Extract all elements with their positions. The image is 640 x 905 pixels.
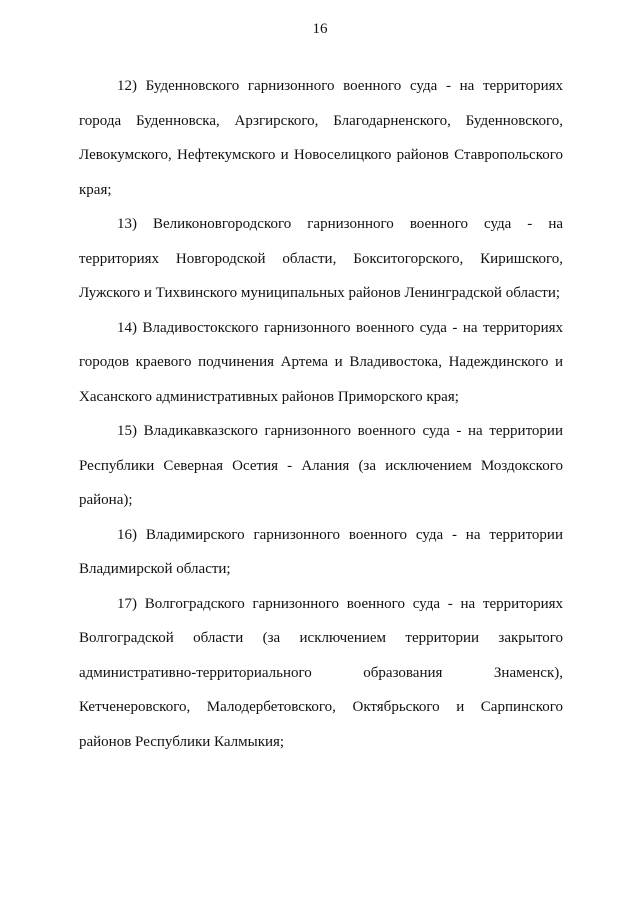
page-number: 16 bbox=[312, 21, 328, 37]
paragraph-item-12: 12) Буденновского гарнизонного военного суда - на территориях города Буденновска, Арзгирского, Благодарненского, Буденновского, Левокумского, Нефтекумского и Новоселицкого районов Ставропольского края; bbox=[79, 78, 563, 198]
document-body bbox=[79, 69, 563, 759]
paragraph-item-15: 15) Владикавказского гарнизонного военного суда - на территории Республики Северная Осетия - Алания (за исключением Моздокского района); bbox=[79, 423, 563, 508]
paragraph-item-16: 16) Владимирского гарнизонного военного суда - на территории Владимирской области; bbox=[79, 526, 563, 577]
paragraph-item-17: 17) Волгоградского гарнизонного военного суда - на территориях Волгоградской области (за исключением территории закрытого административно-территориального образования Знаменск), Кетченеровского, Малодербетовского, Октябрьского и Сарпинского районов Республики Калмыкия; bbox=[79, 595, 563, 750]
paragraph-item-13: 13) Великоновгородского гарнизонного военного суда - на территориях Новгородской области, Бокситогорского, Киришского, Лужского и Тихвинского муниципальных районов Ленинградской области; bbox=[79, 216, 563, 301]
paragraph-item-14: 14) Владивостокского гарнизонного военного суда - на территориях городов краевого подчинения Артема и Владивостока, Надеждинского и Хасанского административных районов Приморского края; bbox=[79, 319, 563, 405]
